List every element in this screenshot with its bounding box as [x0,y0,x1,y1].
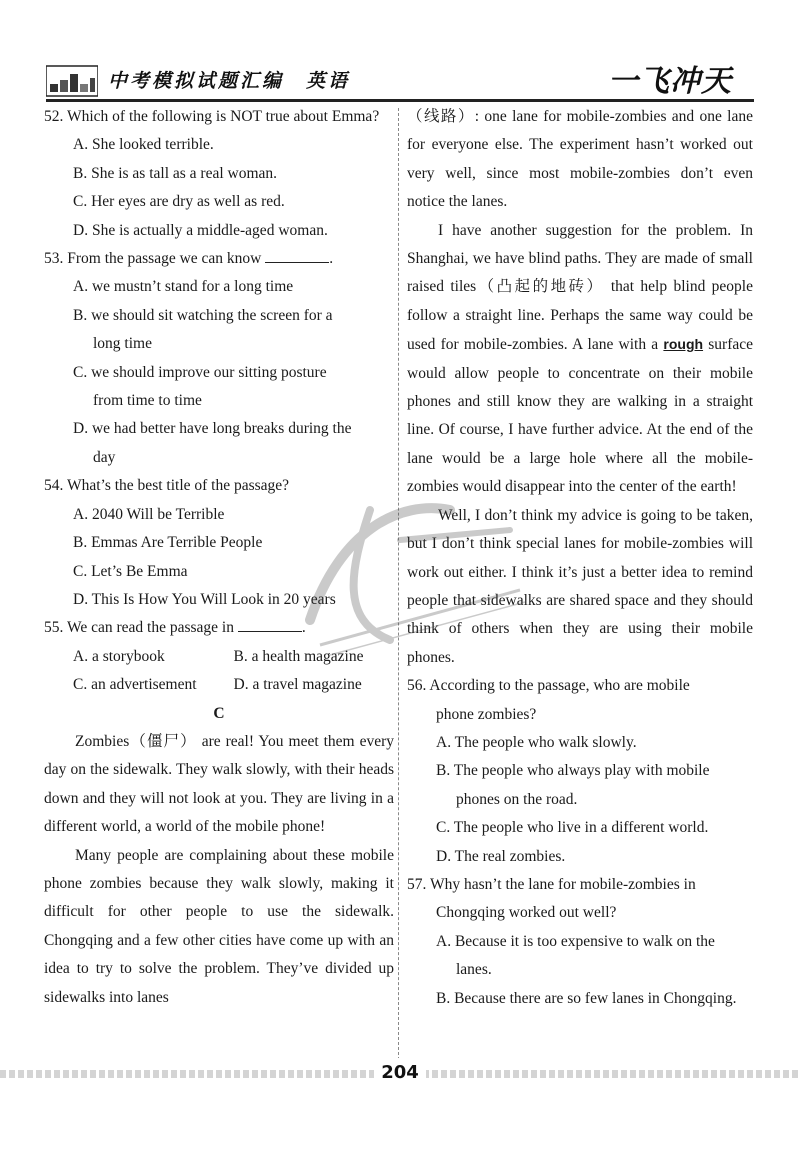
passage-paragraph-2-continued: （线路）: one lane for mobile-zombies and one lane for everyone else. The experiment hasn’t worked out very well, since most mobile-zombies don’t even notice the lanes. [407,108,753,211]
question-53-option-c-cont: from time to time [93,392,202,410]
question-55-option-d: D. a travel magazine [233,676,362,694]
highlighted-word: rough [663,336,704,353]
question-57-stem-cont: Chongqing worked out well? [436,904,617,922]
question-54-option-a: A. 2040 Will be Terrible [73,505,225,523]
passage-paragraph-1: Zombies（僵尸） are real! You meet them every day on the sidewalk. They walk slowly, with their heads down and they will not look at you. They are living in a different world, a world of the mobile phone! [44,732,394,836]
question-57-option-b: B. Because there are so few lanes in Chongqing. [436,989,737,1007]
question-53-stem-end: . [329,250,334,268]
question-55-stem [44,614,394,642]
answer-blank [265,246,329,263]
question-53-option-a: A. we mustn’t stand for a long time [73,278,294,296]
brand-logo-text: 一飞冲天 [608,64,732,99]
question-56-option-b-cont: phones on the road. [456,790,578,808]
question-56-option-a: A. The people who walk slowly. [436,733,637,751]
left-column [44,103,394,1012]
header-rule [46,99,754,102]
question-53-stem [44,245,394,273]
question-56-option-b: B. The people who always play with mobile [436,762,710,780]
question-52-stem: 52. Which of the following is NOT true about Emma? [44,108,380,125]
question-52-option-d: D. She is actually a middle-aged woman. [73,221,328,239]
question-56-option-d: D. The real zombies. [436,847,566,865]
passage-paragraph-3-end: surface would allow people to concentrate on their mobile phones and still know they are walking in a straight line. Of course, I have further advice. At the end of the lane would be a large hole where all the mobile-zombies would disappear into the center of the earth! [407,336,753,496]
question-57-option-a-cont: lanes. [456,961,492,979]
column-divider [398,108,399,1060]
question-57-stem: 57. Why hasn’t the lane for mobile-zombies in [407,875,696,893]
question-52-option-a: A. She looked terrible. [73,136,214,154]
passage-paragraph-4: Well, I don’t think my advice is going to be taken, but I don’t think special lanes for mobile-zombies will work out either. I think it’s just a better idea to remind people that sidewalks are shared space and they should think of others when they are using their mobile phones. [407,506,753,666]
question-55-option-b: B. a health magazine [233,647,364,665]
question-53-option-b-cont: long time [93,335,152,353]
page-footer [0,1056,800,1096]
question-55-stem-text: 55. We can read the passage in [44,619,234,637]
question-53-option-c: C. we should improve our sitting posture [73,363,327,381]
question-52-option-c: C. Her eyes are dry as well as red. [73,193,285,211]
question-54-option-b: B. Emmas Are Terrible People [73,534,263,552]
passage-paragraph-3-start: I have another suggestion for the problem. In Shanghai, we have blind paths. They are made of small raised tiles（凸起的地砖） that help blind people follow a straight line. Perhaps the same way could be used for mobile-zombies. A lane with a [407,221,753,354]
header-logo-icon [46,62,98,98]
question-54-stem: 54. What’s the best title of the passage? [44,477,290,495]
question-56-stem: 56. According to the passage, who are mobile [407,677,690,695]
answer-blank [238,615,302,632]
passage-paragraph-3 [407,217,753,502]
question-54-option-d: D. This Is How You Will Look in 20 years [73,590,336,608]
question-53-stem-text: 53. From the passage we can know [44,250,262,268]
book-title: 中考模拟试题汇编 英语 [108,70,351,92]
question-56-stem-cont: phone zombies? [436,705,537,723]
question-55-options-row-1 [73,643,394,671]
page-header [0,0,800,104]
question-53-option-b: B. we should sit watching the screen for a [73,306,333,324]
right-column [407,103,753,1013]
section-letter: C [213,704,225,722]
question-53-option-d-cont: day [93,448,116,466]
question-53-option-d: D. we had better have long breaks during the [73,420,352,438]
question-55-option-c: C. an advertisement [73,676,197,694]
question-57-option-a: A. Because it is too expensive to walk on the [436,932,715,950]
question-55-option-a: A. a storybook [73,647,165,665]
question-55-stem-end: . [301,619,306,637]
question-56-option-c: C. The people who live in a different world. [436,819,709,837]
page-number: 204 [374,1058,426,1088]
question-54-option-c: C. Let’s Be Emma [73,562,188,580]
question-55-options-row-2 [73,671,394,699]
passage-paragraph-2: Many people are complaining about these mobile phone zombies because they walk slowly, making it difficult for other people to use the sidewalk. Chongqing and a few other cities have come up with an idea to try to solve the problem. They’ve divided up sidewalks into lanes [44,846,394,1006]
question-52-option-b: B. She is as tall as a real woman. [73,164,278,182]
